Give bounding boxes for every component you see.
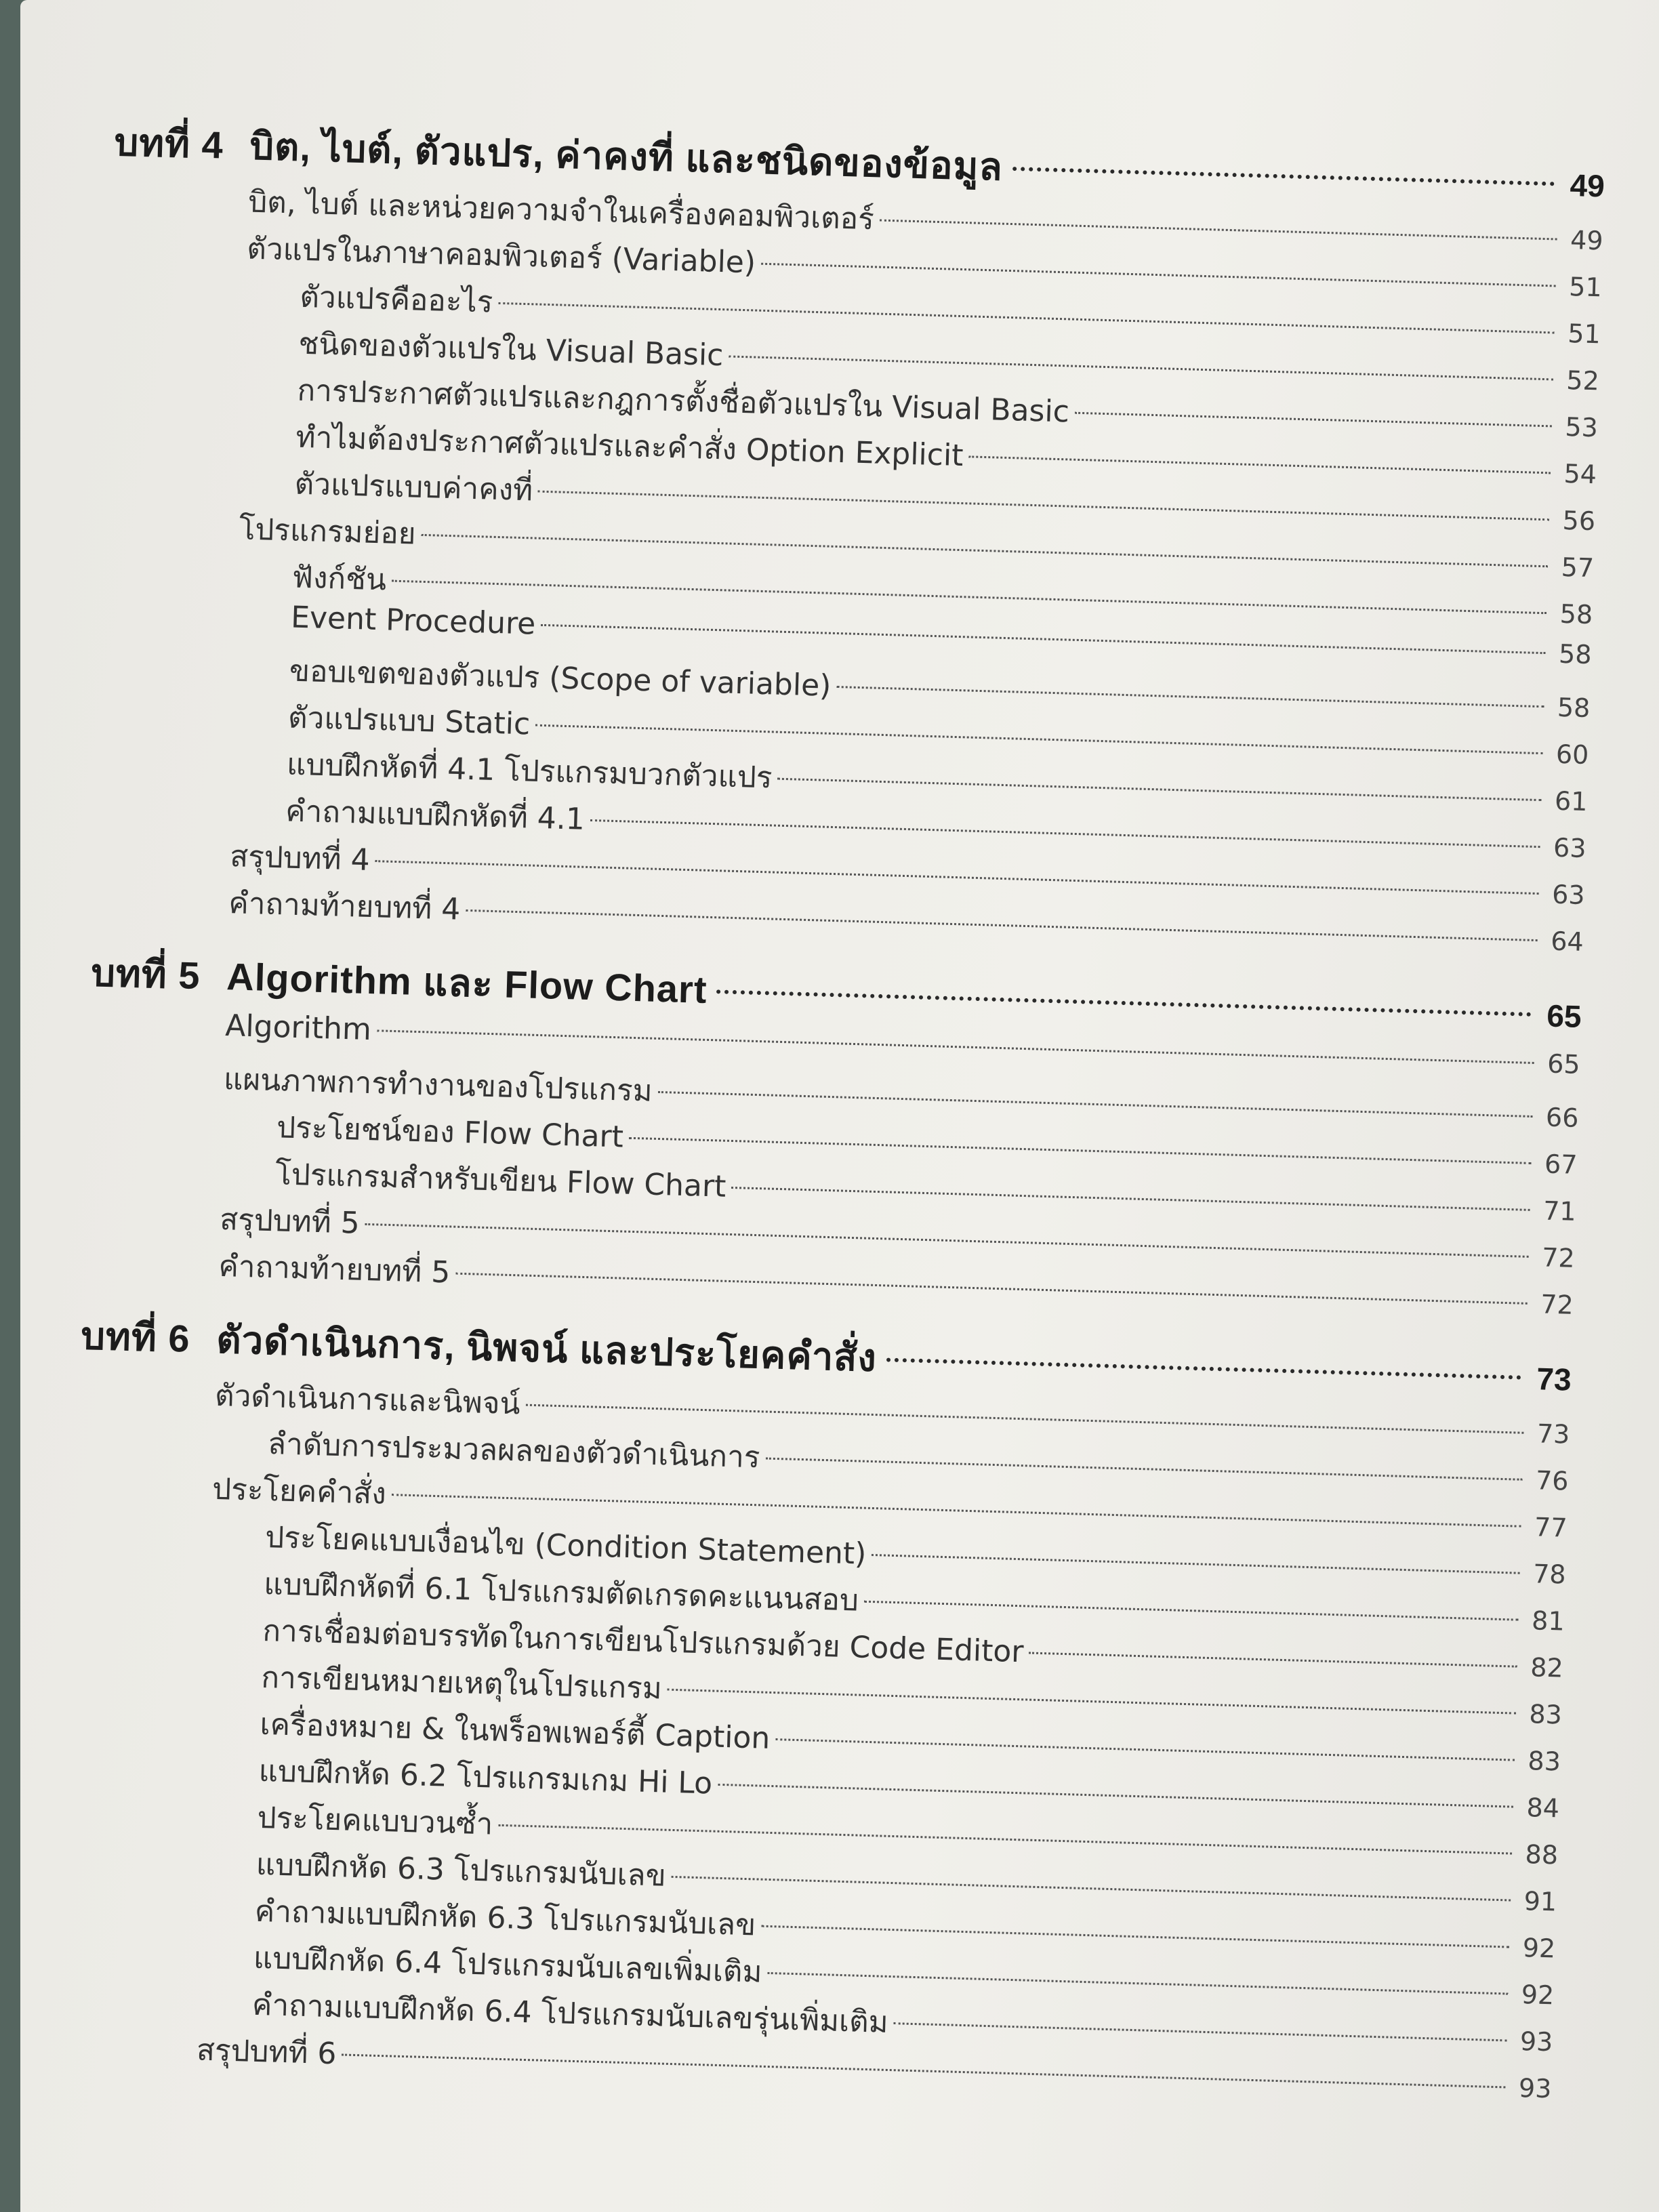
- toc-entry-page-number: 54: [1563, 458, 1597, 490]
- toc-entry-page-number: 92: [1522, 1933, 1556, 1964]
- toc-entry-page-number: 72: [1541, 1242, 1576, 1273]
- dot-leader: [535, 724, 1542, 755]
- toc-entry-page-number: 91: [1523, 1886, 1557, 1917]
- chapter-title: บิต, ไบต์, ตัวแปร, ค่าคงที่ และชนิดของข้อมูล: [249, 124, 1004, 188]
- toc-entry-title: ขอบเขตของตัวแปร (Scope of variable): [289, 653, 832, 703]
- toc-entry-page-number: 57: [1561, 552, 1595, 583]
- toc-entry-page-number: 83: [1528, 1699, 1563, 1730]
- toc-entry-title: ตัวแปรคืออะไร: [299, 279, 493, 320]
- toc-entry-title: ประโยคแบบวนซ้ำ: [257, 1800, 493, 1842]
- toc-entry-page-number: 49: [1570, 225, 1604, 256]
- toc-entry-title: เครื่องหมาย & ในพร็อพเพอร์ตี้ Caption: [259, 1706, 771, 1756]
- toc-entry-page-number: 88: [1525, 1839, 1559, 1870]
- dot-leader: [767, 1972, 1508, 1995]
- toc-entry-page-number: 60: [1555, 739, 1589, 771]
- toc-entry-title: แบบฝึกหัดที่ 6.1 โปรแกรมตัดเกรดคะแนนสอบ: [263, 1566, 859, 1618]
- toc-entry-title: ตัวแปรแบบค่าคงที่: [294, 466, 533, 508]
- toc-entry-page-number: 58: [1559, 598, 1593, 630]
- toc-entry-page-number: 73: [1536, 1418, 1570, 1450]
- dot-leader: [668, 1689, 1516, 1715]
- toc-entry-title: ชนิดของตัวแปรใน Visual Basic: [298, 326, 724, 373]
- toc-entry-title: การประกาศตัวแปรและกฎการตั้งชื่อตัวแปรใน Visual Basic: [296, 373, 1070, 430]
- dot-leader: [498, 1824, 1512, 1855]
- toc-entry-page-number: 93: [1519, 2026, 1553, 2057]
- toc-entry-title: คำถามแบบฝึกหัด 6.3 โปรแกรมนับเลข: [254, 1893, 756, 1943]
- chapter-section: [83, 943, 1582, 1327]
- dot-leader: [775, 1738, 1515, 1761]
- dot-leader: [590, 819, 1540, 848]
- dot-leader: [455, 1273, 1528, 1305]
- toc-entry-title: แบบฝึกหัด 6.4 โปรแกรมนับเลขเพิ่มเติม: [253, 1940, 763, 1990]
- toc-entry-title: สรุปบทที่ 5: [219, 1202, 361, 1241]
- toc-entry-page-number: 58: [1557, 692, 1591, 724]
- dot-leader: [765, 1458, 1522, 1481]
- toc-entry-title: โปรแกรมย่อย: [239, 512, 417, 552]
- dot-leader: [894, 2022, 1507, 2041]
- toc-entry-page-number: 81: [1531, 1605, 1565, 1637]
- dot-leader: [968, 455, 1551, 474]
- toc-entry-title: ฟังก์ชัน: [291, 560, 387, 598]
- dot-leader: [886, 1357, 1521, 1379]
- chapter-label: บทที่ 6: [80, 1314, 191, 1360]
- toc-entry-page-number: 52: [1565, 365, 1600, 396]
- chapter-title: Algorithm และ Flow Chart: [226, 955, 708, 1011]
- toc-entry-page-number: 64: [1550, 926, 1584, 957]
- book-page: [20, 0, 1659, 2212]
- toc-entry-title: ตัวแปรในภาษาคอมพิวเตอร์ (Variable): [246, 231, 756, 281]
- toc-entry-page-number: 78: [1532, 1559, 1567, 1590]
- toc-entry-title: Event Procedure: [290, 600, 536, 642]
- toc-entry-title: บิต, ไบต์ และหน่วยความจำในเครื่องคอมพิวเตอร์: [247, 184, 875, 237]
- toc-entry-page-number: 92: [1521, 1980, 1555, 2011]
- toc-entry-page-number: 53: [1564, 411, 1599, 443]
- dot-leader: [864, 1601, 1519, 1621]
- toc-entry-page-number: 65: [1547, 1048, 1581, 1080]
- dot-leader: [1075, 412, 1552, 428]
- chapter-section: [93, 112, 1606, 964]
- toc-entry-title: คำถามท้ายบทที่ 4: [228, 886, 461, 927]
- dot-leader: [836, 686, 1544, 708]
- toc-entry-page-number: 58: [1558, 638, 1593, 670]
- toc-entry-title: แผนภาพการทำงานของโปรแกรม: [223, 1062, 653, 1109]
- toc-entry-title: คำถามท้ายบทที่ 5: [218, 1248, 451, 1290]
- dot-leader: [718, 1784, 1513, 1808]
- dot-leader: [526, 1404, 1524, 1434]
- dot-leader: [761, 263, 1556, 287]
- toc-entry-page-number: 63: [1553, 832, 1587, 864]
- dot-leader: [880, 220, 1557, 241]
- toc-entry-title: ประโยชน์ของ Flow Chart: [276, 1110, 624, 1155]
- toc-entry-title: ประโยคคำสั่ง: [211, 1471, 387, 1511]
- toc-entry-title: Algorithm: [224, 1008, 372, 1048]
- toc-entry-page-number: 51: [1568, 272, 1603, 303]
- toc-entry-title: โปรแกรมสำหรับเขียน Flow Chart: [274, 1157, 727, 1204]
- toc-entry-title: คำถามแบบฝึกหัดที่ 4.1: [285, 794, 586, 837]
- dot-leader: [672, 1876, 1511, 1902]
- toc-entry-title: คำถามแบบฝึกหัด 6.4 โปรแกรมนับเลขรุ่นเพิ่มเติม: [251, 1987, 889, 2040]
- toc-entry-page-number: 76: [1535, 1465, 1570, 1496]
- toc-entry-page-number: 56: [1562, 505, 1596, 537]
- chapter-page-number: 73: [1536, 1361, 1572, 1397]
- dot-leader: [777, 778, 1541, 801]
- toc-entry-page-number: 82: [1530, 1652, 1564, 1683]
- toc-entry-page-number: 84: [1525, 1793, 1560, 1824]
- toc-entry-title: สรุปบทที่ 6: [196, 2032, 337, 2072]
- toc-entry-title: การเขียนหมายเหตุในโปรแกรม: [260, 1660, 663, 1706]
- chapter-title: ตัวดำเนินการ, นิพจน์ และประโยคคำสั่ง: [216, 1317, 878, 1380]
- dot-leader: [658, 1091, 1533, 1118]
- toc-entry-page-number: 66: [1545, 1102, 1579, 1133]
- toc-entry-page-number: 83: [1527, 1746, 1561, 1777]
- table-of-contents: [60, 112, 1605, 2131]
- toc-entry-page-number: 67: [1544, 1149, 1578, 1180]
- dot-leader: [729, 355, 1553, 380]
- dot-leader: [1029, 1652, 1517, 1668]
- toc-entry-title: ตัวแปรแบบ Static: [287, 700, 531, 742]
- toc-entry-title: แบบฝึกหัดที่ 4.1 โปรแกรมบวกตัวแปร: [286, 747, 773, 796]
- dot-leader: [466, 909, 1538, 941]
- toc-entry-title: แบบฝึกหัด 6.2 โปรแกรมเกม Hi Lo: [258, 1753, 713, 1801]
- toc-entry-page-number: 63: [1551, 879, 1586, 910]
- toc-entry-title: ตัวดำเนินการและนิพจน์: [214, 1378, 521, 1422]
- toc-entry-title: การเชื่อมต่อบรรทัดในการเขียนโปรแกรมด้วย Code Editor: [262, 1613, 1025, 1670]
- dot-leader: [538, 491, 1549, 521]
- toc-entry-title: ทำไมต้องประกาศตัวแปรและคำสั่ง Option Explicit: [295, 419, 964, 474]
- chapter-page-number: 49: [1569, 167, 1605, 204]
- toc-entry-page-number: 77: [1534, 1512, 1568, 1543]
- dot-leader: [716, 989, 1531, 1017]
- toc-entry-title: แบบฝึกหัด 6.3 โปรแกรมนับเลข: [255, 1847, 667, 1893]
- toc-entry-page-number: 93: [1518, 2072, 1552, 2104]
- toc-entry-title: ลำดับการประมวลผลของตัวดำเนินการ: [267, 1427, 761, 1475]
- dot-leader: [1012, 167, 1555, 186]
- chapter-section: [60, 1305, 1572, 2110]
- toc-entry-page-number: 51: [1567, 318, 1601, 350]
- toc-entry-title: สรุปบทที่ 4: [229, 839, 371, 878]
- chapter-label: บทที่ 5: [90, 951, 201, 997]
- chapter-page-number: 65: [1546, 998, 1582, 1034]
- chapter-label: บทที่ 4: [113, 120, 224, 167]
- dot-leader: [731, 1187, 1530, 1211]
- toc-entry-page-number: 71: [1542, 1195, 1577, 1227]
- toc-entry-title: ประโยคแบบเงื่อนไข (Condition Statement): [264, 1520, 867, 1572]
- dot-leader: [872, 1554, 1519, 1574]
- dot-leader: [629, 1137, 1532, 1164]
- toc-entry-page-number: 72: [1540, 1289, 1574, 1320]
- dot-leader: [761, 1925, 1509, 1948]
- toc-entry-page-number: 61: [1554, 785, 1589, 817]
